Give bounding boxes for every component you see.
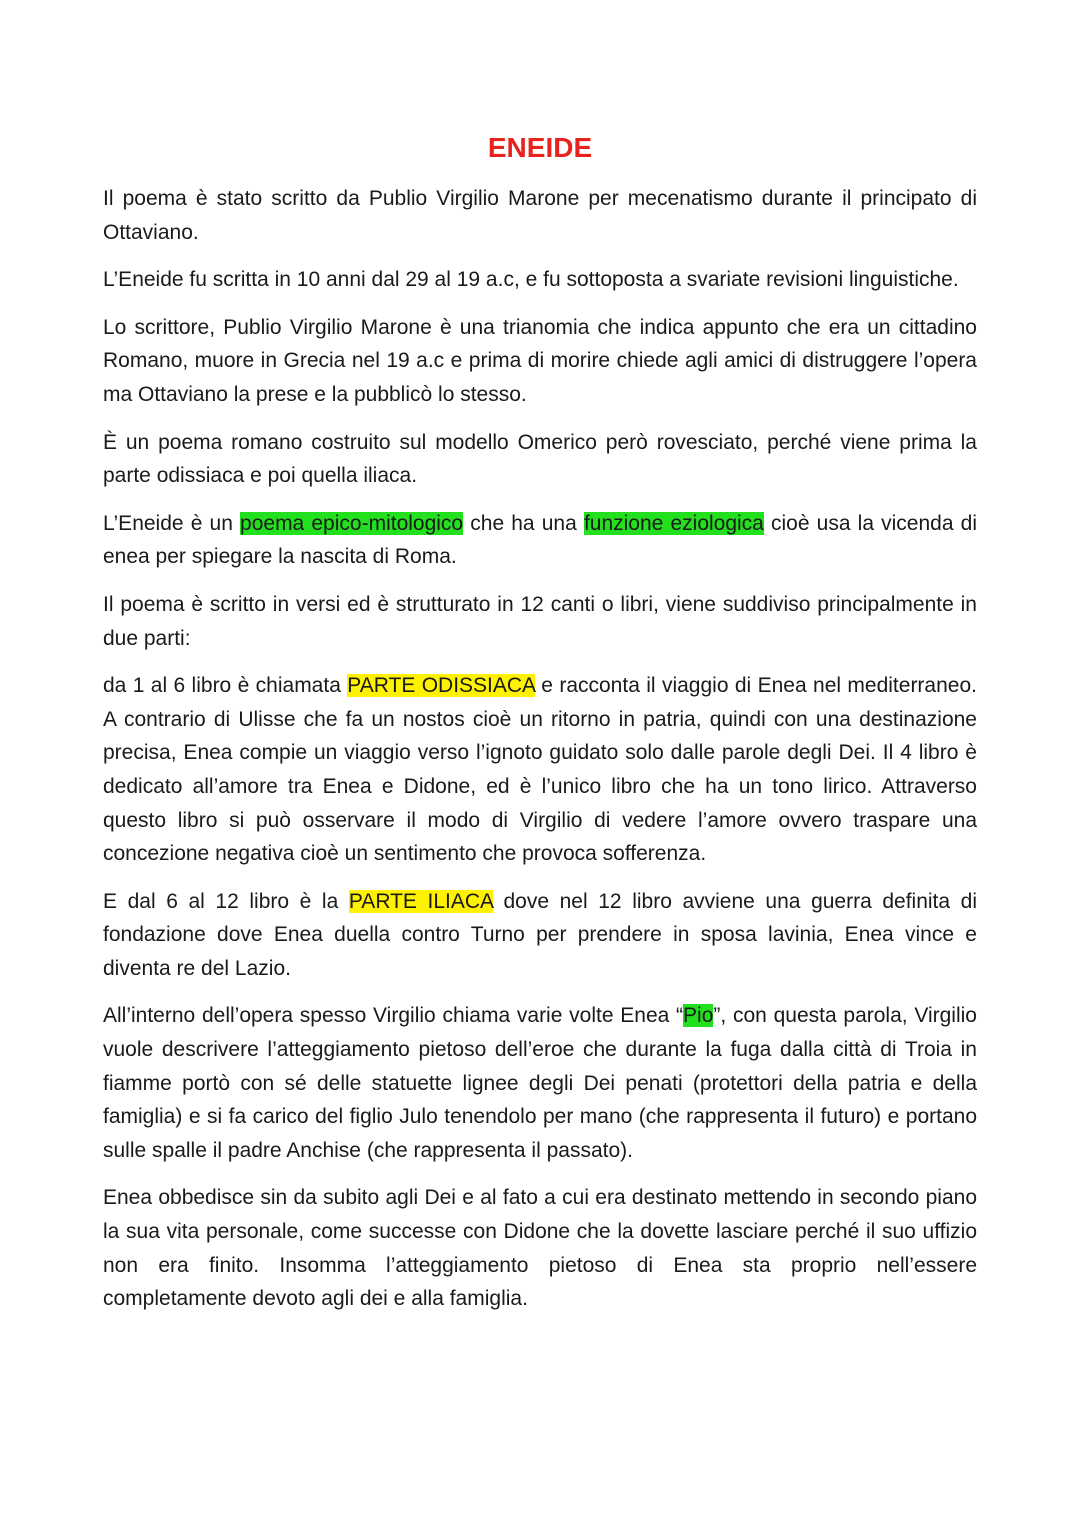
paragraph (103, 999, 977, 1167)
paragraph (103, 263, 977, 297)
highlighted-term: poema epico-mitologico (240, 511, 464, 535)
text-run: dove nel 12 libro avviene una guerra definita di fondazione dove Enea duella contro Turno per prendere in sposa lavinia, Enea vince e diventa re del Lazio. (103, 889, 978, 980)
paragraph (103, 669, 977, 871)
text-run: All’interno dell’opera spesso Virgilio chiama varie volte Enea “ (103, 1004, 684, 1028)
document-body (103, 182, 977, 1316)
document-page (103, 128, 977, 1330)
highlighted-term: funzione eziologica (583, 511, 764, 535)
document-title: ENEIDE (487, 132, 593, 163)
text-run: ”, con questa parola, Virgilio vuole descrivere l’atteggiamento pietoso dell’eroe che durante la fuga dalla città di Troia in fiamme portò con sé delle statuette lignee degli Dei penati (protettori della patria e della famiglia) e si fa carico del figlio Julo tenendolo per mano (che rappresenta il futuro) e portano sulle spalle il padre Anchise (che rappresenta il passato). (103, 1004, 977, 1162)
paragraph (103, 426, 977, 493)
paragraph (103, 507, 977, 574)
paragraph (103, 182, 977, 249)
text-run: Enea obbedisce sin da subito agli Dei e al fato a cui era destinato mettendo in secondo piano la sua vita personale, come successe con Didone che la dovette lasciare perché il suo uffizio non era finito. Insomma l’atteggiamento pietoso di Enea sta proprio nell’essere completamente devoto agli dei e alla famiglia. (103, 1186, 977, 1311)
highlighted-term: PARTE ODISSIACA (347, 674, 535, 698)
text-run: È un poema romano costruito sul modello Omerico però rovesciato, perché viene prima la parte odissiaca e poi quella iliaca. (103, 430, 977, 488)
text-run: e racconta il viaggio di Enea nel mediterraneo. A contrario di Ulisse che fa un nostos cioè un ritorno in patria, quindi con una destinazione precisa, Enea compie un viaggio verso l’ignoto guidato solo dalle parole degli Dei. Il 4 libro è dedicato all’amore tra Enea e Didone, ed è l’unico libro che ha un tono lirico. Attraverso questo libro si può osservare il modo di Virgilio di vedere l’amore ovvero traspare una concezione negativa cioè un sentimento che provoca sofferenza. (103, 674, 977, 866)
text-run: Il poema è scritto in versi ed è strutturato in 12 canti o libri, viene suddiviso principalmente in due parti: (103, 592, 977, 650)
paragraph (103, 311, 977, 412)
paragraph (103, 1181, 977, 1315)
text-run: Lo scrittore, Publio Virgilio Marone è una trianomia che indica appunto che era un cittadino Romano, muore in Grecia nel 19 a.c e prima di morire chiede agli amici di distruggere l’opera ma Ottaviano la prese e la pubblicò lo stesso. (103, 315, 977, 406)
paragraph (103, 885, 977, 986)
highlighted-term: PARTE ILIACA (348, 889, 493, 913)
paragraph (103, 588, 977, 655)
text-run: Il poema è stato scritto da Publio Virgilio Marone per mecenatismo durante il principato di Ottaviano. (103, 187, 977, 244)
text-run: cioè usa la vicenda di enea per spiegare la nascita di Roma. (103, 511, 978, 569)
text-run: che ha una (463, 511, 584, 535)
highlighted-term: Pio (683, 1004, 714, 1028)
text-run: E dal 6 al 12 libro è la (103, 889, 349, 913)
text-run: da 1 al 6 libro è chiamata (103, 674, 348, 698)
text-run: L’Eneide fu scritta in 10 anni dal 29 al 19 a.c, e fu sottoposta a svariate revisioni linguistiche. (103, 268, 959, 292)
text-run: L’Eneide è un (103, 511, 241, 535)
